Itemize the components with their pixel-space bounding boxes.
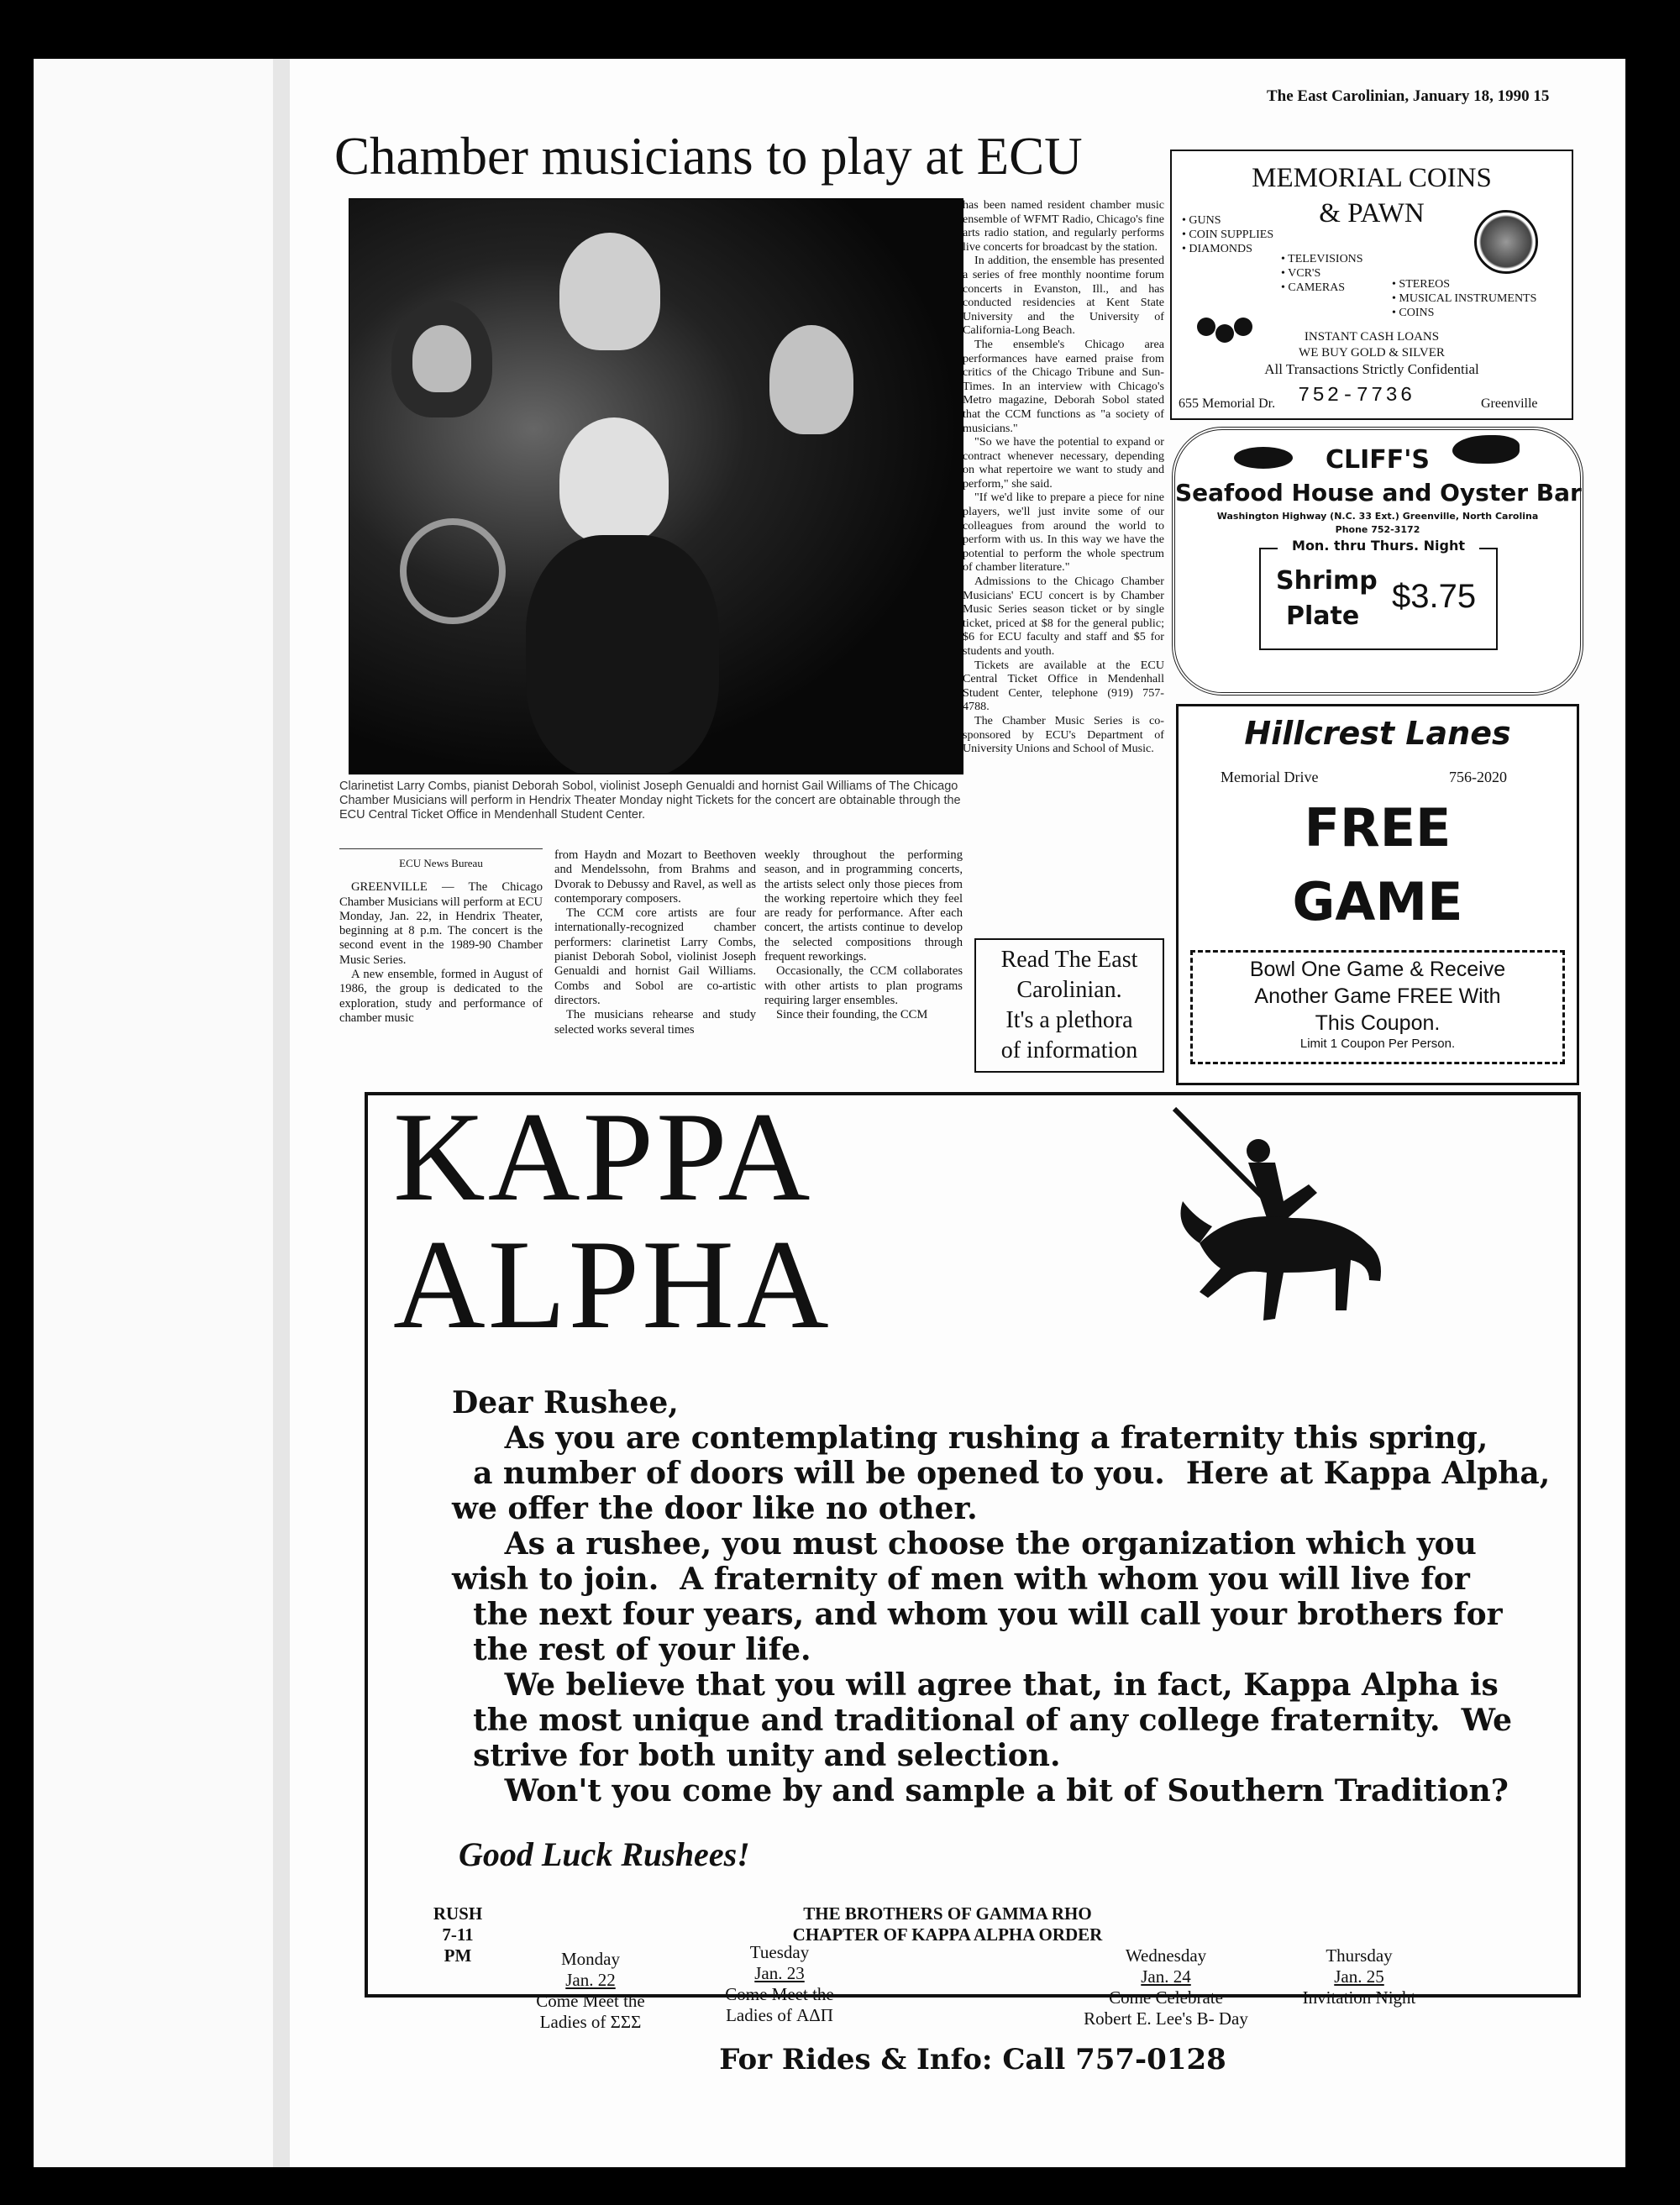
coupon-line: Bowl One Game & Receive bbox=[1249, 958, 1506, 981]
letter-line: a number of doors will be opened to you. Here at Kappa Alpha, bbox=[452, 1456, 1551, 1491]
pawn-city: Greenville bbox=[1481, 396, 1538, 411]
pawn-list-b bbox=[1281, 252, 1363, 295]
article-column-4 bbox=[963, 198, 1164, 756]
rush-event: Robert E. Lee's B- Day bbox=[1084, 2008, 1248, 2029]
letter-line: the next four years, and whom you will call your brothers for bbox=[452, 1597, 1503, 1632]
article-paragraph: GREENVILLE — The Chicago Chamber Musicians will perform at ECU Monday, Jan. 22, in Hendrix Theater, beginning at 8 p.m. The concert is the second event in the 1989-90 Chamber Music Series. bbox=[339, 880, 543, 967]
page-gutter bbox=[273, 59, 290, 2167]
article-column-3 bbox=[764, 848, 963, 1023]
cliffs-address: Washington Highway (N.C. 33 Ext.) Greenville, North Carolina bbox=[1216, 511, 1539, 522]
rush-day: Thursday bbox=[1326, 1945, 1393, 1966]
letter-line: the rest of your life. bbox=[452, 1632, 811, 1667]
rush-event: Ladies of ΣΣΣ bbox=[539, 2012, 642, 2032]
coin-icon bbox=[1474, 210, 1538, 274]
rush-event: Come Meet the bbox=[536, 1991, 645, 2011]
byline: ECU News Bureau bbox=[339, 848, 543, 870]
coupon-box bbox=[1190, 950, 1565, 1064]
game-text: GAME bbox=[1292, 871, 1463, 932]
article-paragraph: A new ensemble, formed in August of 1986, the group is dedicated to the exploration, study and performance of chamber music bbox=[339, 968, 543, 1025]
pawn-list-a bbox=[1182, 213, 1273, 256]
article-paragraph: Occasionally, the CCM collaborates with other artists to plan programs requiring larger ensembles. bbox=[764, 964, 963, 1007]
hillcrest-phone: 756-2020 bbox=[1449, 769, 1507, 785]
pawn-item: • TELEVISIONS bbox=[1281, 253, 1363, 265]
article-headline: Chamber musicians to play at ECU bbox=[334, 127, 1083, 186]
french-horn bbox=[400, 518, 506, 624]
cliffs-seafood-ad bbox=[1172, 427, 1583, 696]
pawn-item: • CAMERAS bbox=[1281, 281, 1346, 294]
pawn-item: • DIAMONDS bbox=[1182, 243, 1252, 255]
coupon-line: This Coupon. bbox=[1315, 1011, 1441, 1035]
coupon-limit: Limit 1 Coupon Per Person. bbox=[1299, 1037, 1456, 1051]
house-ad-line: of information bbox=[1000, 1037, 1138, 1063]
cliffs-subtitle: Seafood House and Oyster Bar bbox=[1175, 479, 1582, 507]
cliffs-special-box bbox=[1259, 538, 1498, 650]
photo-face bbox=[559, 417, 669, 543]
cliffs-days: Mon. thru Thurs. Night bbox=[1278, 538, 1479, 554]
letter-line: Dear Rushee, bbox=[452, 1385, 679, 1420]
letter-line: As you are contemplating rushing a fraternity this spring, bbox=[452, 1420, 1488, 1456]
article-paragraph: In addition, the ensemble has presented a series of free monthly noontime forum concerts in Evanston, Ill., and has conducted residencies at Kent State University and the University of California-Long Beach. bbox=[963, 254, 1164, 338]
rush-day-monday bbox=[519, 1949, 662, 2033]
rush-event: Invitation Night bbox=[1302, 1987, 1416, 2008]
letter-line: We believe that you will agree that, in fact, Kappa Alpha is bbox=[452, 1667, 1499, 1703]
rush-label-line: RUSH bbox=[433, 1903, 483, 1924]
letter-line: we offer the door like no other. bbox=[452, 1491, 978, 1526]
pawn-address: 655 Memorial Dr. bbox=[1179, 396, 1276, 411]
brothers-line: CHAPTER OF KAPPA ALPHA ORDER bbox=[792, 1924, 1103, 1945]
photo-face bbox=[412, 325, 471, 392]
hillcrest-name: Hillcrest Lanes bbox=[1244, 715, 1511, 752]
article-paragraph: "So we have the potential to expand or contract whenever necessary, depending on what repertoire we want to study and perform," she said. bbox=[963, 435, 1164, 491]
pawn-phone: 752-7736 bbox=[1298, 385, 1415, 407]
cliffs-name: CLIFF'S bbox=[1325, 445, 1431, 475]
article-paragraph: Since their founding, the CCM bbox=[776, 1008, 928, 1022]
pawn-title: MEMORIAL COINS bbox=[1252, 163, 1492, 193]
pawn-item: • GUNS bbox=[1182, 214, 1221, 227]
knight-on-horse-icon bbox=[1149, 1100, 1418, 1352]
pawn-service-line: All Transactions Strictly Confidential bbox=[1264, 361, 1479, 377]
cliffs-item-line: Shrimp bbox=[1276, 566, 1378, 596]
rush-date: Jan. 22 bbox=[565, 1970, 616, 1990]
pawn-item: • COIN SUPPLIES bbox=[1182, 228, 1274, 241]
pawn-subtitle: & PAWN bbox=[1319, 198, 1425, 228]
free-text: FREE bbox=[1304, 797, 1452, 858]
rush-date: Jan. 25 bbox=[1334, 1966, 1384, 1987]
rush-date: Jan. 24 bbox=[1141, 1966, 1191, 1987]
house-ad-line: Carolinian. bbox=[1016, 977, 1122, 1003]
rush-day: Wednesday bbox=[1125, 1945, 1207, 1966]
article-paragraph: from Haydn and Mozart to Beethoven and Mendelssohn, from Brahms and Dvorak to Debussy and Ravel, as well as contemporary composers. bbox=[554, 848, 756, 906]
facing-page-margin bbox=[34, 59, 273, 2167]
brothers-line: THE BROTHERS OF GAMMA RHO bbox=[803, 1903, 1092, 1924]
pawn-shop-ad bbox=[1170, 150, 1573, 420]
article-paragraph: The musicians rehearse and study selected works several times bbox=[554, 1008, 756, 1037]
cliffs-phone: Phone 752-3172 bbox=[1335, 524, 1420, 535]
rush-date: Jan. 23 bbox=[754, 1963, 805, 1983]
article-paragraph: The ensemble's Chicago area performances have earned praise from critics of the Chicago Tribune and Sun-Times. In an interview with Chicago's Metro magazine, Deborah Sobol stated that the CCM functions as "a society of musicians." bbox=[963, 337, 1164, 435]
article-paragraph: has been named resident chamber music ensemble of WFMT Radio, Chicago's fine arts radio station, and regularly performs live concerts for broadcast by the station. bbox=[963, 198, 1164, 254]
kappa-title: KAPPA bbox=[393, 1086, 813, 1227]
alpha-title: ALPHA bbox=[393, 1214, 832, 1355]
photo-face bbox=[559, 233, 660, 350]
photo-caption: Clarinetist Larry Combs, pianist Deborah Sobol, violinist Joseph Genualdi and hornist Gail Williams of The Chicago Chamber Musicians will perform in Hendrix Theater Monday night Tickets for the concert are obtainable through the ECU Central Ticket Office in Mendenhall Student Center. bbox=[339, 780, 961, 822]
hillcrest-lanes-ad bbox=[1176, 704, 1579, 1085]
article-paragraph: weekly throughout the performing season, and in programming concerts, the artists select only those pieces from the working repertoire which they feel are ready for performance. After each concert, the artists continue to develop the selected compositions through frequent reworkings. bbox=[764, 848, 963, 964]
pawn-item: • VCR'S bbox=[1281, 267, 1321, 280]
photo-face bbox=[769, 325, 853, 434]
rush-hours: 7-11 PM bbox=[442, 1924, 474, 1966]
rush-day: Monday bbox=[561, 1949, 620, 1969]
rush-day-thursday bbox=[1284, 1945, 1435, 2008]
pawn-item: • STEREOS bbox=[1392, 278, 1451, 291]
letter-line: Won't you come by and sample a bit of Southern Tradition? bbox=[452, 1773, 1509, 1809]
coupon-line: Another Game FREE With bbox=[1254, 984, 1501, 1008]
rush-label bbox=[428, 1903, 487, 1966]
good-luck-text: Good Luck Rushees! bbox=[459, 1835, 750, 1873]
pawn-list-c bbox=[1392, 277, 1536, 320]
rush-event: Ladies of ΑΔΠ bbox=[726, 2005, 833, 2025]
rush-event: Come Meet the bbox=[725, 1984, 834, 2004]
page-header: The East Carolinian, January 18, 1990 15 bbox=[1267, 87, 1550, 105]
article-column-1 bbox=[339, 848, 543, 1026]
letter-line: As a rushee, you must choose the organization which you bbox=[452, 1526, 1477, 1562]
cliffs-price: $3.75 bbox=[1392, 578, 1477, 615]
article-paragraph: The CCM core artists are four internationally-recognized chamber performers: clarinetist Larry Combs, pianist Deborah Sobol, violinist Joseph Genualdi and hornist Gail Williams. Combs and Sobol are co-artistic directors. bbox=[554, 906, 756, 1007]
house-ad-line: Read The East bbox=[1000, 947, 1138, 973]
pawn-item: • MUSICAL INSTRUMENTS bbox=[1392, 292, 1537, 305]
article-paragraph: Tickets are available at the ECU Central Ticket Office in Mendenhall Student Center, telephone (919) 757-4788. bbox=[963, 658, 1164, 714]
kappa-alpha-ad bbox=[365, 1086, 1581, 2076]
brothers-heading bbox=[729, 1903, 1166, 1945]
pawn-service-line: WE BUY GOLD & SILVER bbox=[1299, 346, 1445, 360]
rush-day-wednesday bbox=[1065, 1945, 1267, 2029]
rush-event: Come Celebrate bbox=[1109, 1987, 1223, 2008]
pawn-services bbox=[1172, 329, 1572, 377]
house-ad-box bbox=[974, 938, 1164, 1073]
pawn-item: • COINS bbox=[1392, 307, 1435, 319]
rides-info: For Rides & Info: Call 757-0128 bbox=[719, 2043, 1226, 2076]
rushee-letter bbox=[452, 1385, 1550, 1809]
rush-day-tuesday bbox=[708, 1942, 851, 2026]
hillcrest-street: Memorial Drive bbox=[1221, 769, 1319, 785]
house-ad-line: It's a plethora bbox=[1005, 1007, 1133, 1033]
musicians-photo bbox=[349, 198, 963, 774]
cliffs-item-line: Plate bbox=[1286, 601, 1360, 631]
letter-line: strive for both unity and selection. bbox=[452, 1738, 1061, 1773]
rush-day: Tuesday bbox=[749, 1942, 810, 1962]
article-paragraph: "If we'd like to prepare a piece for nine players, we'll just invite some of our colleagues from around the world to perform with us. In this way we have the potential to perform the whole spectrum of chamber literature." bbox=[963, 491, 1164, 575]
article-paragraph: Admissions to the Chicago Chamber Musicians' ECU concert is by Chamber Music Series season ticket or by single ticket, priced at $8 for the general public; $6 for ECU faculty and staff and $5 for students and youth. bbox=[963, 575, 1164, 658]
photo-figure bbox=[526, 535, 719, 774]
article-paragraph: The Chamber Music Series is co-sponsored by ECU's Department of University Unions and School of Music. bbox=[963, 713, 1164, 756]
pawn-service-line: INSTANT CASH LOANS bbox=[1304, 330, 1440, 344]
letter-line: the most unique and traditional of any college fraternity. We bbox=[452, 1703, 1512, 1738]
article-column-2 bbox=[554, 848, 756, 1037]
letter-line: wish to join. A fraternity of men with whom you will live for bbox=[452, 1562, 1470, 1597]
